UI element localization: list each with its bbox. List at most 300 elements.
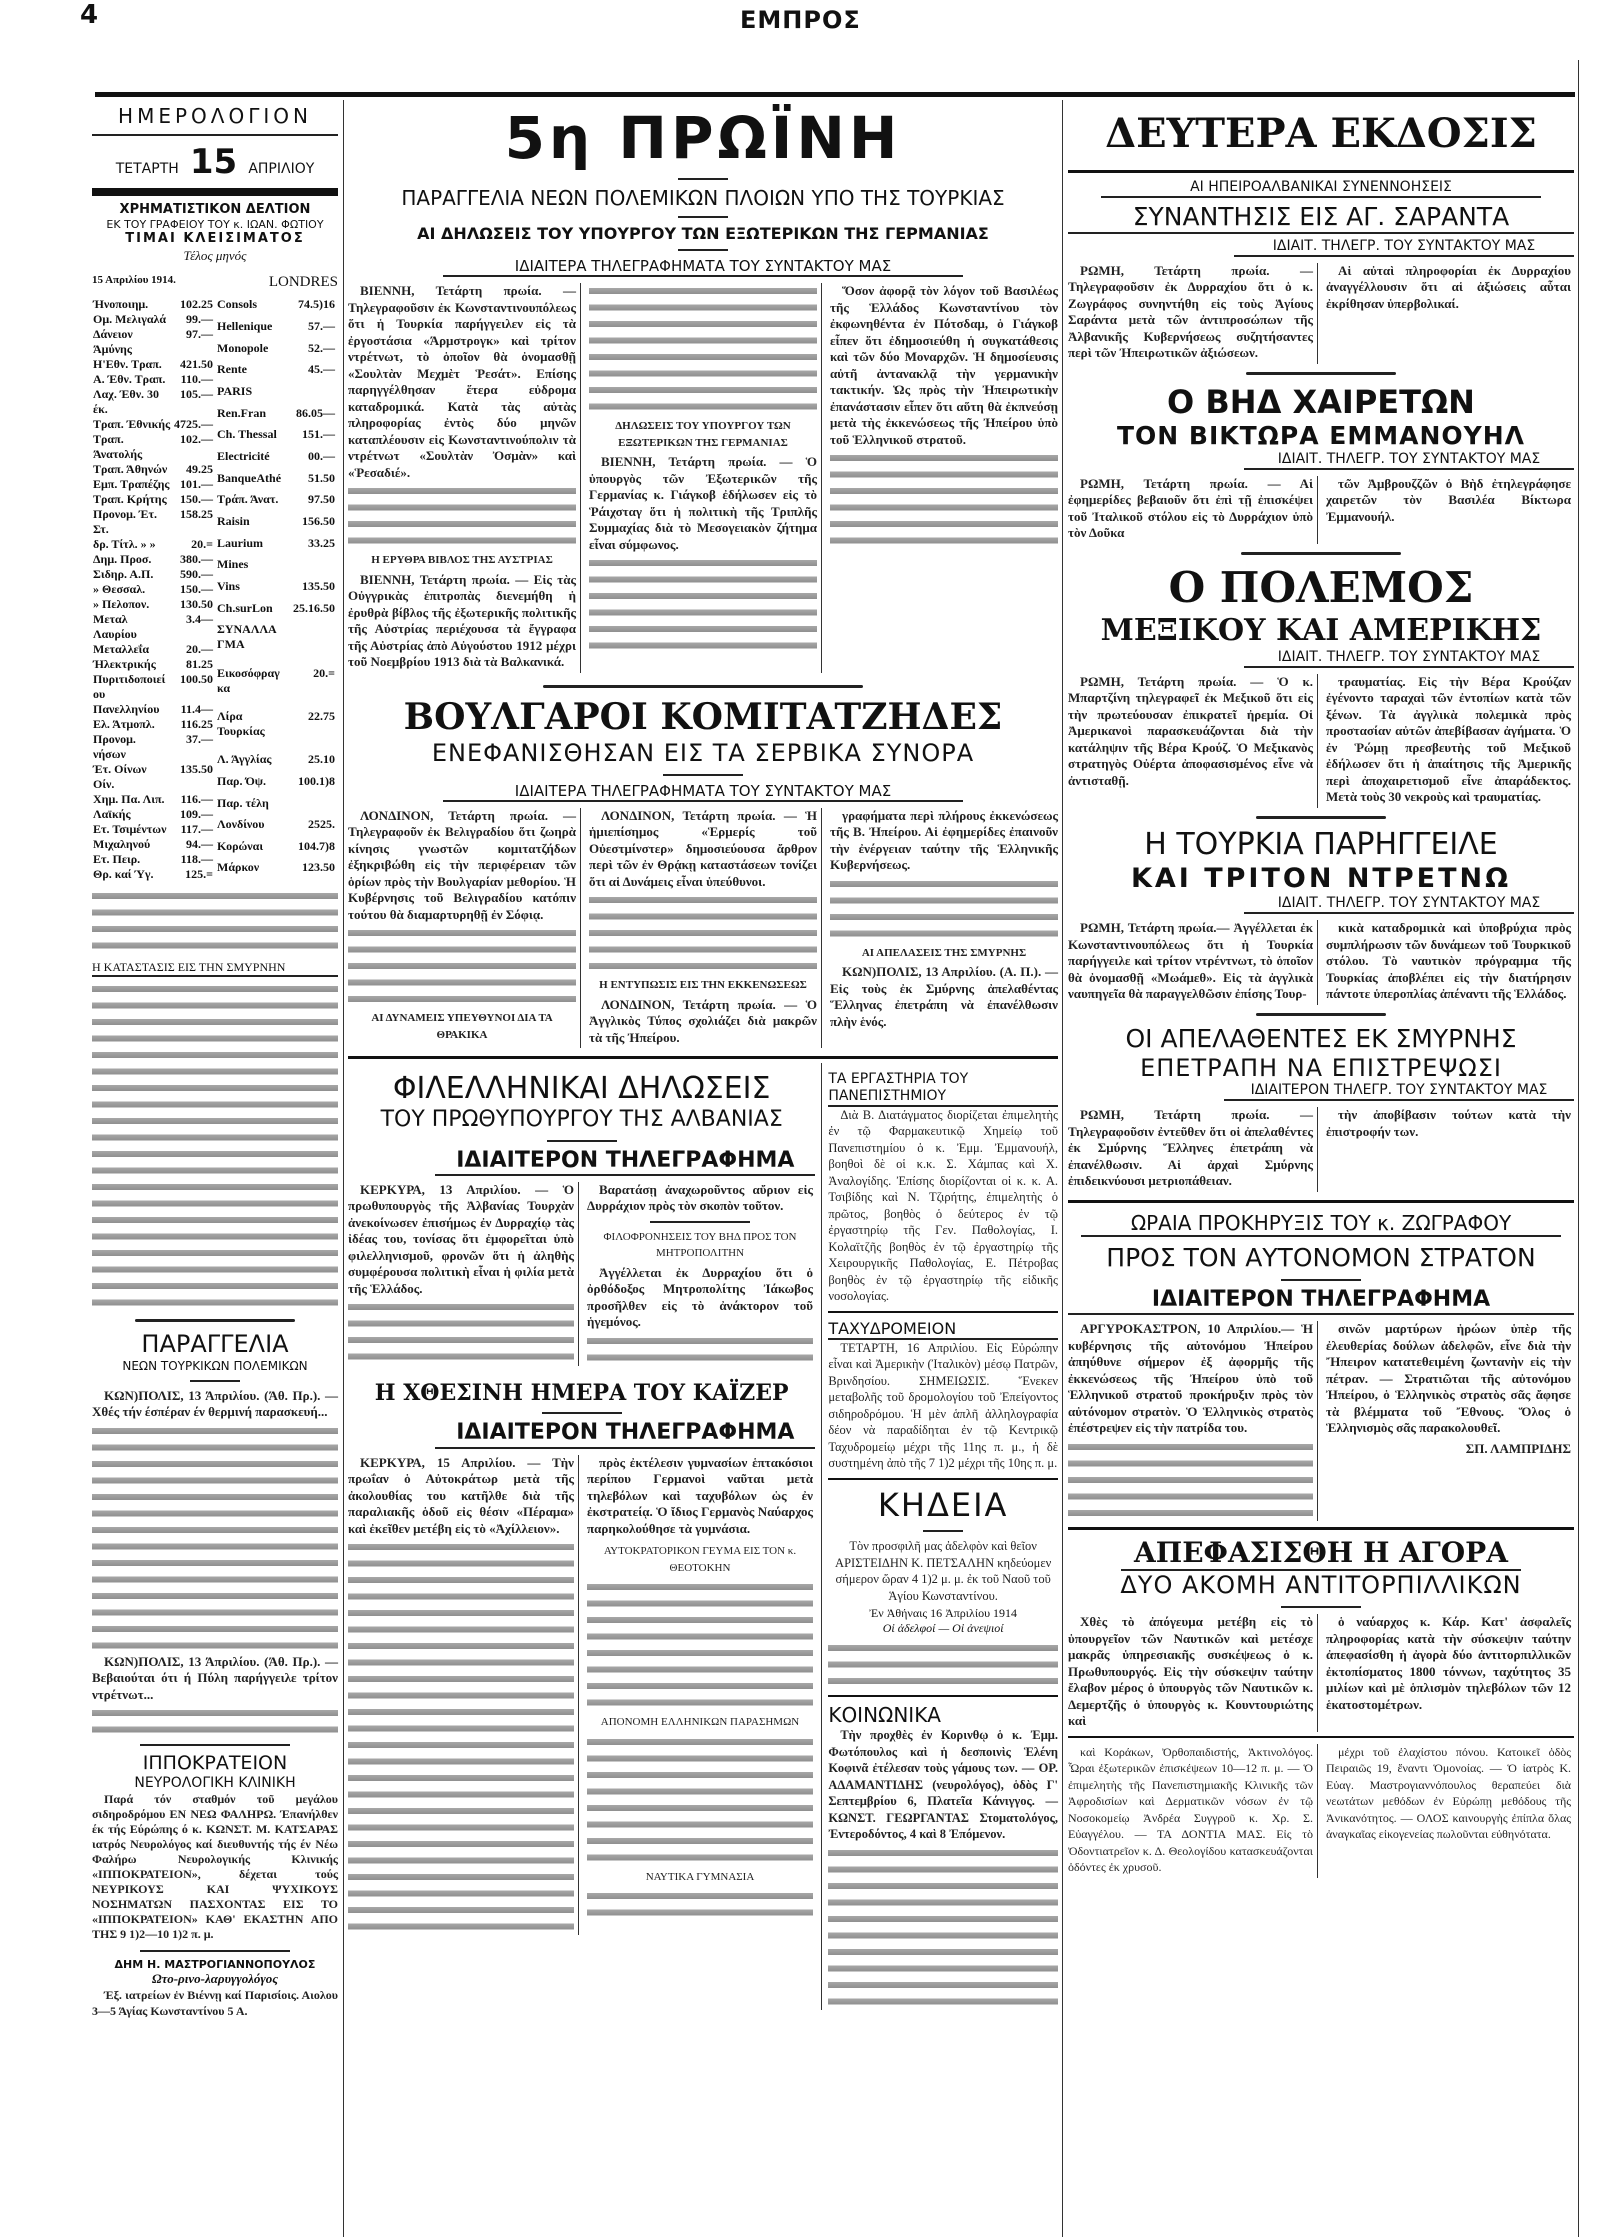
stock-name: Χημ. Πα. Λιπ. bbox=[93, 792, 165, 807]
rule bbox=[828, 1478, 1058, 1480]
stock-row bbox=[216, 817, 338, 839]
rule bbox=[663, 774, 743, 776]
stock-price: 45.— bbox=[308, 362, 335, 377]
stock-name: Consols bbox=[217, 297, 258, 312]
stock-name: Παρ. τέλη bbox=[217, 795, 269, 810]
article-column bbox=[1326, 263, 1571, 364]
body-text bbox=[92, 981, 338, 1311]
page-number: 4 bbox=[80, 0, 99, 30]
ornament-rule bbox=[1256, 1013, 1386, 1016]
stock-row bbox=[92, 807, 216, 822]
post-headline: ΤΑΧΥΔΡΟΜΕΙΟΝ bbox=[828, 1319, 1058, 1340]
stock-row bbox=[92, 762, 216, 792]
ornament-rule bbox=[1246, 372, 1396, 375]
body-text bbox=[348, 1299, 574, 1365]
albania-headline: ΦΙΛΕΛΛΗΝΙΚΑΙ ΔΗΛΩΣΕΙΣ bbox=[392, 1071, 771, 1107]
stock-price: 52.— bbox=[308, 340, 335, 355]
kaiser-kicker: ΙΔΙΑΙΤΕΡΟΝ ΤΗΛΕΓΡΑΦΗΜΑ bbox=[435, 1420, 815, 1448]
stock-name: PARIS bbox=[217, 384, 253, 398]
paragraph: Ὅσον ἀφορᾷ τὸν λόγον τοῦ Βασιλέως τῆς Ἑλλάδος Κωνσταντίνου τὸν ἐκφωνηθέντα ἐν Πότσδαμ, ὁ Γιάγκοβ εἶπεν ὅτι ἐδημοσιεύθη ἡ συγκατάθεσις καὶ τῶν δύο Μοναρχῶν. Ἡ δημοσίευσις αὐτῆ ἀντανακλᾷ τὴν γερμανικὴν τακτικήν. Ὡς πρὸς τὴν Ἠπειρωτικὴν ἐπανάστασιν εἶπεν ὅτι αὕτη θὰ ἐκπνεύσῃ μετὰ τὴς ἐκκενώσεως τῆς Ἠπείρου ὑπὸ τοῦ Ἑλληνικοῦ στρατοῦ. bbox=[830, 283, 1058, 447]
lower-left-block bbox=[348, 1063, 822, 2010]
article-column bbox=[1068, 674, 1318, 808]
body-text bbox=[587, 1888, 813, 1921]
stock-name: » Θεσσαλ. bbox=[93, 582, 146, 597]
article-column bbox=[1068, 1107, 1318, 1192]
stock-row bbox=[92, 417, 216, 432]
funeral-date: Ἐν Ἀθήναις 16 Ἀπριλίου 1914 bbox=[869, 1606, 1018, 1621]
stock-price bbox=[282, 622, 338, 665]
section-head: ΑΠΟΝΟΜΗ ΕΛΛΗΝΙΚΩΝ ΠΑΡΑΣΗΜΩΝ bbox=[600, 1716, 800, 1729]
stock-price: 150.— bbox=[180, 582, 213, 597]
stock-name: Τράπ. Άνατ. bbox=[217, 492, 279, 507]
stock-name: Τραπ. Άθηνών bbox=[93, 462, 168, 477]
stock-price: 101.— bbox=[180, 477, 213, 492]
stock-name: Ch.surLon bbox=[217, 600, 273, 615]
stock-row bbox=[92, 537, 216, 552]
stock-price: 104.7)8 bbox=[298, 838, 335, 853]
stock-price: 116.— bbox=[180, 792, 213, 807]
stock-price: 81.25 bbox=[186, 657, 213, 672]
stock-row bbox=[216, 860, 338, 882]
paragraph: ΛΟΝΔΙΝΟΝ, Τετάρτη πρωία. — Ὁ Ἀγγλικὸς Τύπος σχολιάζει διὰ μακρῶν τὰ τῆς Ἠπείρου. bbox=[589, 996, 817, 1045]
epirus-article bbox=[1068, 263, 1574, 364]
clinic-title: ΙΠΠΟΚΡΑΤΕΙΟΝ bbox=[142, 1752, 288, 1775]
paragraph: σινῶν μαρτύρων ἡρώων ὑπὲρ τῆς ἐλευθερίας δούλων ἀδελφῶν, εἶνε διὰ τὴν Ἤπειρον κατατεθειμένη ζωντανὴν εἰς τὴν πέτραν. — Στρατιῶται τῆς αὐτονόμου Ἠπείρου, ὁ Ἑλληνικὸς στρατὸς σᾶς ἄφησε τὰ βλέμματα τοῦ Ἔθνους. Ὅλος ὁ Ἑλληνισμὸς σᾶς παρακολουθεῖ. bbox=[1326, 1321, 1571, 1436]
stock-price: 118.— bbox=[180, 852, 213, 867]
calendar-date bbox=[92, 142, 338, 182]
article-column bbox=[589, 808, 822, 1049]
doctor-body bbox=[92, 1987, 338, 2020]
stock-row bbox=[92, 822, 216, 837]
body-text bbox=[587, 1734, 813, 1866]
stock-price: 100.50 bbox=[180, 672, 213, 687]
stock-price: 20.— bbox=[186, 642, 213, 657]
funeral-signatories: Οἱ ἀδελφοί — Οἱ ἀνεψιοί bbox=[882, 1621, 1004, 1636]
stock-price: 25.10 bbox=[308, 752, 335, 767]
column-divider bbox=[1578, 60, 1579, 2237]
stock-price: 105.— bbox=[180, 387, 213, 402]
stock-price: 102.— bbox=[180, 432, 213, 447]
stock-name: Electricité bbox=[217, 448, 270, 463]
stock-row bbox=[216, 427, 338, 449]
paragraph: Διὰ Β. Διατάγματος διορίζεται ἐπιμελητὴς ἐν τῷ Φαρμακευτικῷ Χημείῳ τοῦ Πανεπιστημίου ὁ κ. Ἐμμ. Ἐμμανουήλ, βοηθοὶ δὲ οἱ κ.κ. Σ. Χάμπας καὶ Χ. Ἀναλογίδης. Ἐπίσης διορίζονται οἱ κ. κ. Α. Τσιβίδης καὶ Ν. Τζιρήτης, ἐπιμελητὴς ὁ πρῶτος, βοηθὸς ὁ δεύτερος ἐν τῷ ἐργαστηρίῳ τῆς Γεν. Παθολογίας, Ι. Κολαϊτζῆς βοηθὸς ἐν τῷ ἐργαστηρίῳ τῆς Χειρουργικῆς Παθολογίας, Ε. Πέτροβας βοηθὸς ἐν τῷ ἐργαστηρίῳ τῆς εἰδικῆς νοσολογίας. bbox=[828, 1107, 1058, 1304]
stock-price: 130.50 bbox=[180, 597, 213, 612]
war-article bbox=[1068, 674, 1574, 808]
stock-row bbox=[92, 597, 216, 612]
stock-row bbox=[216, 319, 338, 341]
stock-price: 135.50 bbox=[180, 762, 213, 777]
stock-name: Έτ. Οίνων Οίν. bbox=[93, 762, 147, 792]
social-body bbox=[828, 1727, 1058, 1843]
paragraph: ΒΙΕΝΝΗ, Τετάρτη πρωία. — Τηλεγραφοῦσιν ἐκ Κωνσταντινουπόλεως ὅτι ἡ Τουρκία παρήγγειλεν εἰς τὰ ἐργοστάσια «Άρμστρογκ» καὶ τρίτον ντρέτνωτ, τὸ ὁποῖον θὰ ὀνομασθῇ «Σουλτὰν Μεχμὲτ Ῥεσάτ». Επίσης παρηγγέλθησαν ἕτερα εὐδρομα καταδρομικά. Κατὰ τὰς αὐτὰς πληροφορίας ἐντὸς δύο μηνῶν καταπλέουσιν εἰς Κωνσταντινούπολιν τὰ ντρέτνωτ «Σουλτὰν Ὀσμὰν» καὶ «Ῥεσαδιέ». bbox=[348, 283, 576, 480]
stock-row bbox=[216, 406, 338, 428]
university-body bbox=[828, 1107, 1058, 1305]
stock-name: Θρ. καί Ύγ. bbox=[93, 867, 154, 882]
article-column bbox=[1068, 1744, 1318, 1878]
stock-name: Κορώναι bbox=[217, 838, 264, 853]
middle-column bbox=[348, 104, 1058, 2010]
paragraph: ΚΩΝ)ΠΟΛΙΣ, 13 Άπριλίου. (Άθ. Πρ.). — Χθές τήν έσπέραν έν θερμινή παρασκευή... bbox=[92, 1387, 338, 1420]
stock-row bbox=[92, 432, 216, 462]
stock-name: Λαϊκής bbox=[93, 807, 131, 822]
article-column bbox=[1326, 1744, 1571, 1878]
paragraph: ΚΕΡΚΥΡΑ, 13 Απριλίου. — Ὁ πρωθυπουργὸς τῆς Ἀλβανίας Τουρχὰν ἀνεκοίνωσεν ἐπισήμως ἐν Δυρραχίῳ τὰς ἰδέας του, τονίσας ὅτι ἐμφορεῖται ὑπὸ φιλελληνισμοῦ, φρονῶν ὅτι ἡ ἀληθὴς συμφέρουσα πολιτικὴ εἶναι ἡ φιλία μετὰ τῆς Ἑλλάδος. bbox=[348, 1181, 574, 1296]
rule bbox=[923, 1530, 963, 1532]
proclamation-subheadline: ΠΡΟΣ ΤΟΝ ΑΥΤΟΝΟΜΟΝ ΣΤΡΑΤΟΝ bbox=[1106, 1242, 1536, 1272]
stock-name: Ετ. Τσιμέντων bbox=[93, 822, 167, 837]
body-text bbox=[348, 1539, 574, 1935]
stock-name: Μεταλ Λαυρίου bbox=[93, 612, 137, 642]
article-column bbox=[1068, 1321, 1318, 1521]
right-column bbox=[1068, 104, 1574, 1878]
second-edition-title: ΔΕΥΤΕΡΑ ΕΚΔΟΣΙΣ bbox=[1105, 110, 1537, 157]
stock-name: Η'Εθν. Τραπ. bbox=[93, 357, 162, 372]
stock-price: 74.5)16 bbox=[298, 297, 335, 312]
stock-name: » Πελοπον. bbox=[93, 597, 150, 612]
war-headline: Ο ΠΟΛΕΜΟΣ bbox=[1168, 562, 1474, 612]
stock-price: 33.25 bbox=[308, 535, 335, 550]
section-head: ΑΙ ΔΥΝΑΜΕΙΣ ΥΠΕΥΘΥΝΟΙ ΔΙΑ ΤΑ ΘΡΑΚΙΚΑ bbox=[371, 1012, 553, 1041]
stock-table bbox=[92, 297, 338, 882]
stock-price: 11.4— bbox=[180, 702, 213, 717]
stock-name: Ετ. Πειρ. bbox=[93, 852, 141, 867]
rule bbox=[348, 1056, 1058, 1059]
calendar-weekday: ΤΕΤΑΡΤΗ bbox=[115, 161, 179, 177]
smyrna-article bbox=[1068, 1107, 1574, 1192]
article-column bbox=[830, 808, 1058, 1049]
albania-article bbox=[348, 1182, 815, 1366]
ships-headline: ΑΠΕΦΑΣΙΣΘΗ Η ΑΓΟΡΑ bbox=[1121, 1536, 1521, 1572]
section-head: Η ΕΡΥΘΡΑ ΒΙΒΛΟΣ ΤΗΣ ΑΥΣΤΡΙΑΣ bbox=[371, 554, 553, 567]
paragraph: Ἀγγέλλεται ἐκ Δυρραχίου ὅτι ὁ ὀρθόδοξος Μητροπολίτης Ἰάκωβος προσῆλθεν εἰς τὸ ἀνάκτορον τοῦ ἡγεμόνος. bbox=[587, 1264, 813, 1330]
stock-row bbox=[92, 552, 216, 567]
rule bbox=[1068, 1200, 1574, 1203]
stock-name: Hellenique bbox=[217, 319, 273, 334]
smyrna-subheadline: ΕΠΕΤΡΑΠΗ ΝΑ ΕΠΙΣΤΡΕΨΩΣΙ bbox=[1140, 1053, 1502, 1082]
rule bbox=[92, 188, 338, 196]
stock-row bbox=[216, 601, 338, 623]
paragraph: κικὰ καταδρομικὰ καὶ ὑποβρύχια πρὸς συμπλήρωσιν τῶν δυνάμεων τοῦ Τουρκικοῦ στόλου. Τὸ ναυτικὸν πρόγραμμα τῆς Τουρκίας ἀποβλέπει εἰς τὴν διατήρησιν πάντοτε ὑπεροπλίας ἀπέναντι τῆς Ἑλλάδος. bbox=[1326, 920, 1571, 1002]
stock-price: 94.— bbox=[186, 837, 213, 852]
paragraph: ΡΩΜΗ, Τετάρτη πρωία. — Τηλεγραφοῦσιν ἐντεῦθεν ὅτι οἱ ἀπελαθέντες ἐκ Σμύρνης Ἕλληνες ἐπετράπη νὰ ἐπανέλθωσιν. Αἱ ἀρχαὶ Σμύρνης ἐπιδεικνύουσι μετριοπάθειαν. bbox=[1068, 1107, 1313, 1189]
stock-name: Τραπ. Έθνικής bbox=[93, 417, 171, 432]
rule bbox=[1068, 1527, 1574, 1530]
body-text bbox=[828, 1845, 1058, 2010]
stock-row bbox=[216, 666, 338, 709]
article-column bbox=[1068, 1614, 1318, 1732]
stock-row bbox=[92, 567, 216, 582]
stock-row bbox=[92, 852, 216, 867]
paragraph: καὶ Κοράκων, Ὀρθοπαιδιστής, Ἀκτινολόγος. Ὧραι ἐξωτερικῶν ἐπισκέψεων 10—12 π. μ. — Ὁ ἐπιμελητὴς τῆς Πανεπιστημιακῆς Κλινικῆς τῶν Ἀφροδισίων καὶ Δερματικῶν νόσων ἐν τῷ Νοσοκομείῳ Ἀνδρέα Συγγροῦ κ. Χρ. Σ. Εὐαγγέλου. — ΤΑ ΔΟΝΤΙΑ ΜΑΣ. Εἰς τὸ Ὀδοντιατρεῖον κ. Δ. Θεολογίδου κατασκευάζονται ὀδόντες ἐκ χρυσοῦ. bbox=[1068, 1744, 1313, 1875]
doctor-specialty: Ωτο-ρινο-λαρυγγολόγος bbox=[151, 1970, 279, 1986]
paragraph: ΚΩΝ)ΠΟΛΙΣ, 13 Απριλίου. (Α. Π.). — Εἰς τοὺς ἐκ Σμύρνης ἀπελαθέντας Ἕλληνας ἐπετράπη νὰ ἐπανέλθωσιν πλὴν ἑνός. bbox=[830, 964, 1058, 1029]
order-body bbox=[92, 1388, 338, 1421]
body-text bbox=[589, 283, 817, 415]
bulgarian-kicker: ΙΔΙΑΙΤΕΡΑ ΤΗΛΕΓΡΑΦΗΜΑΤΑ ΤΟΥ ΣΥΝΤΑΚΤΟΥ ΜΑΣ bbox=[443, 782, 963, 802]
article-column bbox=[587, 1182, 813, 1366]
paragraph: Τὴν προχθὲς ἐν Κορινθῳ ὁ κ. Ἐμμ. Φωτόπουλος καὶ ἡ δεσποινὶς Ἑλένη Κοφινᾶ ἐτέλεσαν τοὺς γάμους των. — ΟΡ. ΑΔΑΜΑΝΤΙΔΗΣ (νευρολόγος), ὁδὸς Γ' Σεπτεμβρίου 6, Πλατεῖα Κάνιγγος. — ΚΩΝΣΤ. ΓΕΩΡΓΑΝΤΑΣ Στοματολόγος, Ἐντεροδόντος, 4 καὶ 8 Ἐπόμενον. bbox=[828, 1728, 1058, 1842]
newspaper-title: ΕΜΠΡΟΣ bbox=[740, 6, 861, 34]
smyrna-headline: ΟΙ ΑΠΕΛΑΘΕΝΤΕΣ ΕΚ ΣΜΥΡΝΗΣ bbox=[1125, 1023, 1517, 1053]
turkey-headline: Η ΤΟΥΡΚΙΑ ΠΑΡΗΓΓΕΙΛΕ bbox=[1144, 826, 1498, 862]
rule bbox=[140, 1744, 290, 1746]
rule bbox=[92, 134, 338, 136]
article-column bbox=[348, 1182, 579, 1366]
stock-name: Τραπ. Κρήτης bbox=[93, 492, 167, 507]
stock-price: 3.4— bbox=[186, 612, 213, 627]
stock-row bbox=[216, 622, 338, 665]
rule bbox=[1068, 170, 1574, 173]
epirus-kicker: ΑΙ ΗΠΕΙΡΟΑΛΒΑΝΙΚΑΙ ΣΥΝΕΝΝΟΗΣΕΙΣ bbox=[1101, 179, 1541, 198]
stock-row bbox=[216, 297, 338, 319]
stock-name: Mines bbox=[217, 557, 249, 572]
stock-price: 86.05— bbox=[296, 405, 335, 420]
bulletin-title: ΧΡΗΜΑΤΙΣΤΙΚΟΝ ΔΕΛΤΙΟΝ bbox=[119, 202, 311, 217]
body-text bbox=[1068, 1439, 1313, 1521]
epirus-telegram-kicker: ΙΔΙΑΙΤ. ΤΗΛΕΓΡ. ΤΟΥ ΣΥΝΤΑΚΤΟΥ ΜΑΣ bbox=[1234, 238, 1574, 257]
smyrna-section-head: Η ΚΑΤΑΣΤΑΣΙΣ ΕΙΣ ΤΗΝ ΣΜΥΡΝΗΝ bbox=[92, 960, 338, 977]
turkey-subheadline: ΚΑΙ ΤΡΙΤΟΝ ΝΤΡΕΤΝΩ bbox=[1130, 862, 1512, 894]
king-headline: Ο ΒΗΔ ΧΑΙΡΕΤΩΝ bbox=[1167, 382, 1475, 421]
closing-prices: ΤΙΜΑΙ ΚΛΕΙΣΙΜΑΤΟΣ bbox=[125, 230, 305, 246]
paragraph: τραυματίας. Εἰς τὴν Βέρα Κρούζαν ἐγένοντο ταραχαὶ τῶν ἐντοπίων κατὰ τῶν ξένων. Τὰ ἀγγλικὰ πολεμικὰ πρὸς προστασίαν αὐτῶν ἀπεβίβασαν ἀγήματα. Ὁ ἐν Ῥώμῃ πρεσβευτὴς τοῦ Μεξικοῦ ἐδήλωσεν ὅτι ἡ ἀπαίτησις τῆς Ἀμερικῆς περὶ ἀποχαιρετισμοῦ εἶνε ἀπαράδεκτος. Μετὰ τοὺς 30 νεκροὺς καὶ τραυματίας. bbox=[1326, 673, 1571, 805]
stock-price: 49.25 bbox=[186, 462, 213, 477]
paragraph: ΒΙΕΝΝΗ, Τετάρτη πρωία. — Εἰς τὰς Οὐγγρικὰς ἐπιτροπὰς διενεμήθη ἡ ἐρυθρὰ βίβλος τῆς ἐξωτερικῆς πολιτικῆς τῆς Αὐστρίας περιέχουσα τὰ ἔγγραφα τῆς Αὐστρίας ἀπὸ Αὐγούστου 1912 μέχρι τοῦ Νοεμβρίου 1913 διὰ τὰ Βαλκανικά. bbox=[348, 571, 576, 670]
small-ads bbox=[1068, 1744, 1574, 1878]
stock-name: Προνομ. Έτ. Στ. bbox=[93, 507, 158, 537]
bulletin-dateline bbox=[92, 274, 338, 291]
war-kicker: ΙΔΙΑΙΤ. ΤΗΛΕΓΡ. ΤΟΥ ΣΥΝΤΑΚΤΟΥ ΜΑΣ bbox=[1244, 649, 1574, 668]
stock-name: δρ. Τίτλ. » » bbox=[93, 537, 156, 552]
body-text bbox=[830, 876, 1058, 942]
stock-row bbox=[216, 557, 338, 579]
calendar-title: ΗΜΕΡΟΛΟΓΙΟΝ bbox=[118, 104, 312, 128]
column-divider bbox=[1062, 100, 1063, 2237]
stock-row bbox=[92, 297, 216, 312]
stock-price: 151.— bbox=[302, 427, 335, 442]
stock-row bbox=[216, 384, 338, 406]
stock-name: Δάνειον Άμύνης bbox=[93, 327, 133, 357]
stock-price: 22.75 bbox=[308, 708, 335, 723]
rule bbox=[678, 249, 728, 251]
paragraph: ΡΩΜΗ, Τετάρτη πρωία. — Αἱ ἐφημερίδες βεβαιοῦν ὅτι ἐπὶ τῇ ἐπισκέψει τοῦ Ἰταλικοῦ στόλου εἰς τὸ Δυρράχιον ὑπὸ τὸν Δοῦκα bbox=[1068, 475, 1313, 541]
body-text bbox=[92, 888, 338, 954]
university-headline: ΤΑ ΕΡΓΑΣΤΗΡΙΑ ΤΟΥ ΠΑΝΕΠΙΣΤΗΜΙΟΥ bbox=[828, 1071, 1058, 1107]
stock-price bbox=[282, 796, 338, 818]
article-column bbox=[830, 283, 1058, 673]
stock-row bbox=[216, 709, 338, 752]
ships-subheadline: ΔΥΟ ΑΚΟΜΗ ΑΝΤΙΤΟΡΠΙΛΛΙΚΩΝ bbox=[1120, 1571, 1522, 1600]
article-column bbox=[1326, 1614, 1571, 1732]
paragraph: ΡΩΜΗ, Τετάρτη πρωία.— Ἀγγέλλεται ἐκ Κωνσταντινουπόλεως ὅτι ἡ Τουρκία παρήγγειλε καὶ τρίτον ντρέντνωτ, τὸ ὁποῖον θὰ ὀνομασθῇ «Μωάμεθ». Εἰς τὰ ἀγγλικὰ ναυπηγεῖα θὰ παραγγελθῶσιν ἐπίσης Τουρ- bbox=[1068, 920, 1313, 1002]
stock-row bbox=[92, 717, 216, 732]
stock-row bbox=[92, 582, 216, 597]
stock-name: BanqueAthé bbox=[217, 470, 282, 485]
stock-row bbox=[216, 492, 338, 514]
stock-row bbox=[92, 387, 216, 417]
section-head: ΔΗΛΩΣΕΙΣ ΤΟΥ ΥΠΟΥΡΓΟΥ ΤΩΝ ΕΞΩΤΕΡΙΚΩΝ ΤΗΣ ΓΕΡΜΑΝΙΑΣ bbox=[615, 420, 791, 449]
stock-price: 102.25 bbox=[180, 297, 213, 312]
stock-price: 00.— bbox=[308, 448, 335, 463]
stock-name: Ομ. Μελιγαλά bbox=[93, 312, 167, 327]
lead-article bbox=[348, 283, 1058, 673]
stock-price bbox=[282, 557, 338, 579]
paragraph: ΚΩΝ)ΠΟΛΙΣ, 13 Άπριλίου. (Άθ. Πρ.). — Βεβαιούται ότι ή Πύλη παρήγγειλε τρίτον ντρέτνωτ... bbox=[92, 1653, 338, 1702]
article-column bbox=[348, 808, 581, 1049]
turkey-article bbox=[1068, 920, 1574, 1005]
stock-price: 99.— bbox=[186, 312, 213, 327]
article-column bbox=[1326, 674, 1571, 808]
lower-right-block bbox=[822, 1063, 1058, 2010]
paragraph: ΛΟΝΔΙΝΟΝ, Τετάρτη πρωία. — Τηλεγραφοῦν ἐκ Βελιγραδίου ὅτι ζωηρὰ κίνησις γνωστῶν κομιτατζήδων ἐξηκριβώθη εἰς τὴν περιφέρειαν τῶν ὁρίων πρὸς τὴν Βουλγαρίαν μεθορίου. Ἡ Κυβέρνησις τοῦ Βελιγραδίου κατόπιν τούτου θὰ διαμαρτυρηθῇ ἐν Σόφιᾳ. bbox=[348, 807, 576, 922]
section-head: ΦΙΛΟΦΡΟΝΗΣΕΙΣ ΤΟΥ ΒΗΔ ΠΡΟΣ ΤΟΝ ΜΗΤΡΟΠΟΛΙΤΗΝ bbox=[603, 1230, 797, 1260]
article-column bbox=[1326, 476, 1571, 544]
stock-price: 110.— bbox=[180, 372, 213, 387]
paragraph: ΚΕΡΚΥΡΑ, 15 Απριλίου. — Τὴν πρωΐαν ὁ Αὐτοκράτωρ μετὰ τῆς ἀκολουθίας του κατῆλθε διὰ τῆς παραλιακῆς ὁδοῦ εἰς θέσιν «Πέραμα» καὶ ἐκεῖθεν μετέβη εἰς τὸ «Ἀχίλλειον». bbox=[348, 1454, 574, 1536]
order-subtitle: ΝΕΩΝ ΤΟΥΡΚΙΚΩΝ ΠΟΛΕΜΙΚΩΝ bbox=[122, 1359, 308, 1374]
paragraph: ΤΕΤΑΡΤΗ, 16 Απριλίου. Εἰς Εὐρώπην εἶναι καὶ Ἀμερικὴν (Ἰταλικὸν) μέσῳ Πατρῶν, Βρινδησίου. ΣΗΜΕΙΩΣΙΣ. Ἕνεκεν μεταβολῆς τοῦ δρομολογίου τοῦ Ἐπείγοντος σιδηροδρόμου. Ἡ μὲν ἁπλῆ ἀλληλογραφία δέον νὰ παραδίδηται ἐν τῷ Κεντρικῷ Ταχυδρομείῳ μέχρι τῆς 11ης π. μ., ἡ δὲ συστημένη ἀπὸ τῆς 7 1)2 μέχρι τῆς 10ης π. μ. bbox=[828, 1340, 1058, 1471]
rule bbox=[1068, 1736, 1574, 1738]
article-column bbox=[1068, 476, 1318, 544]
stock-row bbox=[92, 477, 216, 492]
paragraph: ὁ ναύαρχος κ. Κάρ. Κατ' ἀσφαλεῖς πληροφορίας κατὰ τὴν σύσκεψιν ταύτην ἀπεφασίσθη ἡ ἀγορὰ δύο ἀντιτορπιλλικῶν ἐκτοπίσματος 1800 τόννων, ταχύτητος 35 μιλίων καὶ μὲ ὁπλισμὸν τηλεβόλων τῶν 12 ἑκατοστομέτρων. bbox=[1326, 1614, 1571, 1712]
paragraph: τῶν Ἀμβρουζζῶν ὁ Βὴδ ἐτηλεγράφησε χαιρετῶν τὸν Βασιλέα Βίκτωρα Ἐμμανουήλ. bbox=[1326, 475, 1571, 524]
stock-name: Πανελληνίου bbox=[93, 702, 160, 717]
stock-name: Πυριτιδοποιείου bbox=[93, 672, 166, 702]
proclamation-headline: ΩΡΑΙΑ ΠΡΟΚΗΡΥΞΙΣ ΤΟΥ κ. ΖΩΓΡΑΦΟΥ bbox=[1081, 1211, 1561, 1237]
funeral-headline: ΚΗΔΕΙΑ bbox=[877, 1485, 1009, 1524]
rule bbox=[828, 1695, 1058, 1697]
stock-name: Παρ. Όψ. bbox=[217, 773, 267, 788]
funeral-body bbox=[828, 1538, 1058, 1604]
stock-price: 57.— bbox=[308, 319, 335, 334]
rule bbox=[678, 178, 728, 180]
stock-table-domestic bbox=[92, 297, 216, 882]
ornament-rule bbox=[135, 1319, 295, 1322]
paragraph: Τὸν προσφιλῆ μας ἀδελφὸν καὶ θεῖον ΑΡΙΣΤΕΙΔΗΝ Κ. ΠΕΤΣΑΛΗΝ κηδεύομεν σήμερον ὥραν 4 1)2 μ. μ. ἐκ τοῦ Ναοῦ τοῦ Ἁγίου Κωνσταντίνου. bbox=[835, 1539, 1052, 1603]
stock-name: Laurium bbox=[217, 535, 264, 550]
rule bbox=[1281, 1606, 1361, 1608]
paragraph: τὴν ἀποβίβασιν τούτων κατὰ τὴν ἐπιστροφήν των. bbox=[1326, 1107, 1571, 1139]
stock-row bbox=[92, 657, 216, 672]
stock-row bbox=[92, 372, 216, 387]
stock-price: 4725.— bbox=[174, 417, 213, 432]
stock-row bbox=[92, 792, 216, 807]
edition-title: 5η ΠΡΩΪΝΗ bbox=[504, 104, 902, 172]
stock-name: Εικοσόφραγκα bbox=[217, 665, 280, 695]
article-column bbox=[348, 283, 581, 673]
rule bbox=[542, 1412, 622, 1414]
king-kicker: ΙΔΙΑΙΤ. ΤΗΛΕΓΡ. ΤΟΥ ΣΥΝΤΑΚΤΟΥ ΜΑΣ bbox=[1244, 451, 1574, 470]
stock-name: ΣΥΝΑΛΛΑΓΜΑ bbox=[217, 622, 277, 652]
stock-price: 421.50 bbox=[180, 357, 213, 372]
king-article bbox=[1068, 476, 1574, 544]
stock-price: 116.25 bbox=[180, 717, 213, 732]
stock-price: 135.50 bbox=[302, 578, 335, 593]
smyrna-kicker: ΙΔΙΑΙΤΕΡΟΝ ΤΗΛΕΓΡ. ΤΟΥ ΣΥΝΤΑΚΤΟΥ ΜΑΣ bbox=[1224, 1082, 1574, 1101]
stock-name: Προνομ. νήσων bbox=[93, 732, 136, 762]
stock-row bbox=[92, 312, 216, 327]
body-text bbox=[589, 555, 817, 654]
proclamation-article bbox=[1068, 1321, 1574, 1521]
stock-row bbox=[216, 341, 338, 363]
stock-name: Μάρκον bbox=[217, 860, 260, 875]
stock-row bbox=[92, 867, 216, 882]
rule bbox=[140, 1950, 290, 1952]
stock-row bbox=[216, 579, 338, 601]
paragraph: Βαρατάσῃ ἀναχωροῦντος αὔριον εἰς Δυρράχιον πρὸς τὸν σκοπὸν τοῦτον. bbox=[587, 1181, 813, 1214]
paragraph: Χθὲς τὸ ἀπόγευμα μετέβη εἰς τὸ ὑπουργεῖον τῶν Ναυτικῶν καὶ μετέσχε μακρᾶς ὑπηρεσιακῆς συσκέψεως ὁ κ. Πρωθυπουργός. Εἰς τὴν σύσκεψιν ταύτην ἔλαβον μέρος ὁ ὑπουργὸς τῶν Ναυτικῶν κ. Δεμερτζῆς ὁ ὑπουργὸς κ. Κουντουριώτης καὶ bbox=[1068, 1614, 1313, 1729]
stock-price: 380.— bbox=[180, 552, 213, 567]
stock-row bbox=[92, 357, 216, 372]
stock-name: Monopole bbox=[217, 340, 269, 355]
stock-row bbox=[92, 702, 216, 717]
paragraph: Αἱ αὐταὶ πληροφορίαι ἐκ Δυρραχίου ἀναγγέλλουσιν ὅτι αἱ ἀξιώσεις αὗται ἐκρίθησαν ὑπερβολικαί. bbox=[1326, 262, 1571, 311]
ornament-rule bbox=[1256, 816, 1386, 819]
stock-name: Μιχαληνού bbox=[93, 837, 151, 852]
body-text bbox=[830, 450, 1058, 549]
paragraph: Έξ. ιατρείων ἐν Βιέννῃ καί Παρισίοις. Αιολου 3—5 Άγίας Κωνσταντίνου 5 Α. bbox=[92, 1987, 338, 2019]
stock-row bbox=[92, 492, 216, 507]
post-body bbox=[828, 1340, 1058, 1472]
paragraph: γραφήματα περὶ πλήρους ἐκκενώσεως τῆς Β. Ἠπείρου. Αἱ ἐφημερίδες ἐπαινοῦν τὴν ἐνέργειαν ταύτην τῆς Ἑλληνικῆς Κυβερνήσεως. bbox=[830, 807, 1058, 873]
stock-name: Ήνοποιημ. bbox=[93, 297, 149, 312]
article-column bbox=[1326, 1321, 1571, 1521]
stock-price: 20.= bbox=[313, 665, 335, 680]
stock-name: Λίρα Τουρκίας bbox=[217, 708, 265, 738]
stock-price: 20.= bbox=[191, 537, 213, 552]
epirus-headline: ΣΥΝΑΝΤΗΣΙΣ ΕΙΣ ΑΓ. ΣΑΡΑΝΤΑ bbox=[1068, 202, 1574, 234]
order-title: ΠΑΡΑΓΓΕΛΙΑ bbox=[141, 1330, 289, 1359]
stock-price: 100.1)8 bbox=[298, 773, 335, 788]
stock-price: 156.50 bbox=[302, 513, 335, 528]
stock-price: 117.— bbox=[180, 822, 213, 837]
stock-name: Λ. Άγγλίας bbox=[217, 752, 272, 767]
stock-row bbox=[216, 752, 338, 774]
ornament-rule bbox=[543, 685, 863, 688]
stock-name: Λαχ. Έθν. 30 έκ. bbox=[93, 387, 160, 417]
stock-name: Σιδηρ. Α.Π. bbox=[93, 567, 154, 582]
signature: ΣΠ. ΛΑΜΠΡΙΔΗΣ bbox=[1465, 1440, 1571, 1456]
body-text bbox=[589, 892, 817, 974]
stock-price: 97.— bbox=[186, 327, 213, 342]
albania-subheadline: ΤΟΥ ΠΡΩΘΥΠΟΥΡΓΟΥ ΤΗΣ ΑΛΒΑΝΙΑΣ bbox=[380, 1107, 783, 1133]
bulletin-source: ΕΚ ΤΟΥ ΓΡΑΦΕΙΟΥ ΤΟΥ κ. ΙΩΑΝ. ΦΩΤΙΟΥ bbox=[106, 217, 324, 231]
article-column bbox=[587, 1455, 813, 1936]
masthead-rule bbox=[95, 92, 1575, 97]
stock-row bbox=[216, 839, 338, 861]
albania-kicker: ΙΔΙΑΙΤΕΡΟΝ ΤΗΛΕΓΡΑΦΗΜΑ bbox=[435, 1148, 815, 1176]
stock-row bbox=[216, 774, 338, 796]
rule bbox=[650, 1221, 750, 1223]
paragraph: ΒΙΕΝΝΗ, Τετάρτη πρωία. — Ὁ ὑπουργὸς τῶν Ἐξωτερικῶν τῆς Γερμανίας κ. Γιάγκοβ ἐδήλωσεν εἰς τὸ Ῥάιχσταγ ὅτι ἡ πολιτικὴ τῆς Τριπλῆς Συμμαχίας διὰ τὸ Μεσογειακὸν ζήτημα εἶναι σύμφωνος. bbox=[589, 454, 817, 552]
body-text bbox=[92, 1705, 338, 1738]
stock-row bbox=[92, 672, 216, 702]
article-column bbox=[1326, 920, 1571, 1005]
stock-name: Ch. Thessal bbox=[217, 427, 277, 442]
stock-price bbox=[282, 384, 338, 406]
column-divider bbox=[343, 100, 344, 2237]
paragraph: ΡΩΜΗ, Τετάρτη πρωία. — Ὁ κ. Μπαρτζίνη τηλεγραφεῖ ἐκ Μεξικοῦ ὅτι εἰς τὴν πρωτεύουσαν ἐπικρατεῖ ἠρεμία. Οἱ Ἀμερικανοὶ παρασκευάζονται διὰ τὴν κατάληψιν τῆς Βέρα Κρούζ. Ὁ Μεξικανὸς στρατηγὸς Οὐέρτα ἀποφασισμένος εἶνε νὰ ἀντισταθῇ. bbox=[1068, 673, 1313, 788]
end-of-month: Τέλος μηνός bbox=[183, 248, 247, 264]
paragraph: μέχρι τοῦ ἐλαχίστου πόνου. Κατοικεῖ ὁδὸς Πειραιῶς 19, ἔναντι Ὁμονοίας. — Ὁ ἰατρὸς Κ. Εὐαγ. Μαστρογιαννόπουλος θεραπεύει διὰ νεωτάτων μεθόδων ἐν Εὐρώπῃ μεθόδους τῆς Ἀνικανότητος. — ΟΛΟΣ καινουργὴς ἐπίπλα ὅλας ἀναγκαῖας εἰκογενείας πωλοῦνται εὐθηνότατα. bbox=[1326, 1744, 1571, 1842]
stock-name: Raisin bbox=[217, 513, 250, 528]
body-text bbox=[92, 1423, 338, 1654]
order-body-2 bbox=[92, 1654, 338, 1704]
rule bbox=[190, 1380, 240, 1382]
stock-price: 25.16.50 bbox=[293, 600, 335, 615]
stock-row bbox=[92, 642, 216, 657]
